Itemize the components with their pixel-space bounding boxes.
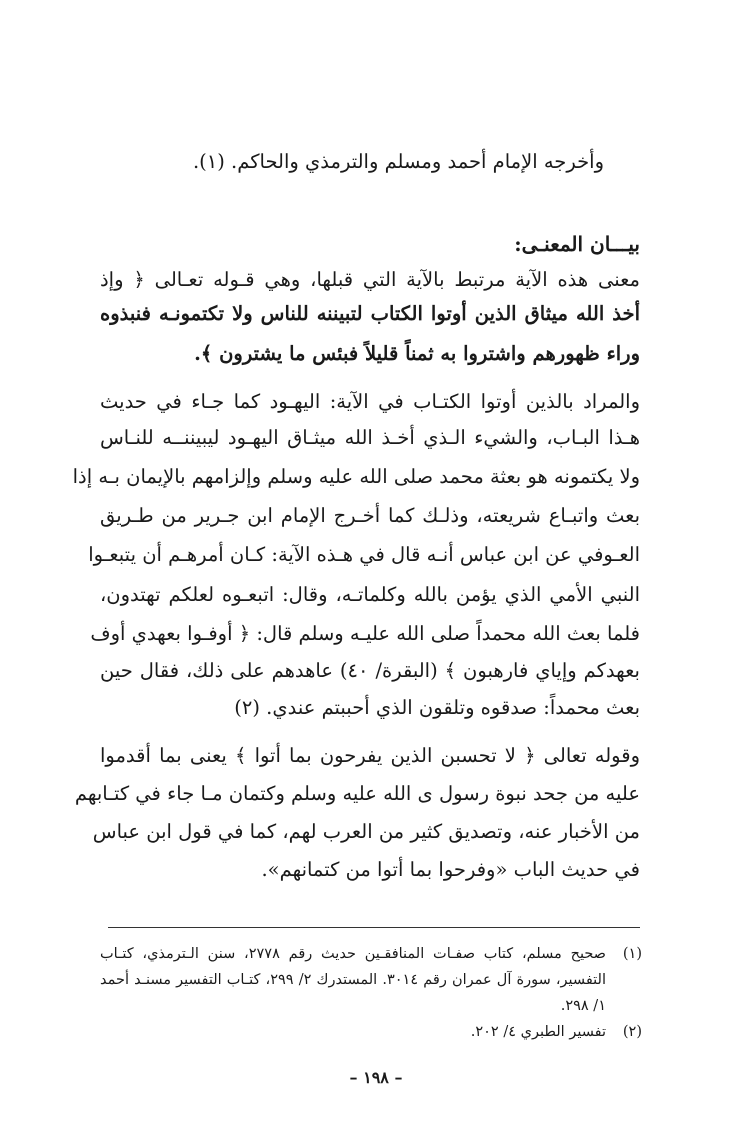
paragraph-line: أخذ الله ميثاق الذين أوتوا الكتاب لتبيننه للناس ولا تكتمونـه فنبذوه [100,302,640,325]
footnote-continuation [100,994,642,1018]
paragraph-line: هـذا البـاب، والشيء الـذي أخـذ الله ميثـاق اليهـود ليبيننــه للنـاس [100,426,640,449]
paragraph-line: والمراد بالذين أوتوا الكتـاب في الآية: اليهـود كما جـاء في حديث [100,390,640,413]
paragraph-line: ولا يكتمونه هو بعثة محمد صلى الله عليه وسلم وإلزامهم بالإيمان بـه إذا [72,465,640,488]
footnote-divider [108,927,640,928]
paragraph-line: النبي الأمي الذي يؤمن بالله وكلماتـه، وقال: اتبعـوه لعلكم تهتدون، [100,583,640,606]
paragraph-line: بعهدكم وإياي فارهبون ﴾ (البقرة/ ٤٠) عاهدهم على ذلك، فقال حين [100,659,640,682]
paragraph-line: وقوله تعالى ﴿ لا تحسبن الذين يفرحون بما أتوا ﴾ يعنى بما أقدموا [100,744,640,767]
paragraph-line: عليه من جحد نبوة رسول ى الله عليه وسلم وكتمان مـا جاء في كتـابهم [74,782,640,805]
footnote [100,1020,642,1044]
paragraph-line: في حديث الباب «وفرحوا بما أتوا من كتمانهم». [261,858,640,881]
paragraph-line: معنى هذه الآية مرتبط بالآية التي قبلها، وهي قـوله تعـالى ﴿ وإذ [100,268,640,291]
section-heading: بيـــان المعنـى: [514,232,640,256]
footnote-number: (٢) [622,1024,642,1040]
paragraph-line: العـوفي عن ابن عباس أنـه قال في هـذه الآية: كـان أمرهـم أن يتبعـوا [88,543,640,566]
footnote-line: ١/ ٢٩٨. [560,998,606,1014]
footnote-line: تفسير الطبري ٤/ ٢٠٢. [470,1024,606,1040]
intro-line: وأخرجه الإمام أحمد ومسلم والترمذي والحاكم. (١). [192,150,604,173]
footnote-number: (١) [622,946,642,962]
paragraph-line: فلما بعث الله محمداً صلى الله عليـه وسلم قال: ﴿ أوفـوا بعهدي أوف [90,622,640,645]
footnote-line: صحيح مسلم، كتاب صفـات المنافقـين حديث رقم ٢٧٧٨، سنن الـترمذي، كتـاب [100,946,606,962]
footnote-line: التفسير، سورة آل عمران رقم ٣٠١٤. المستدرك ٢/ ٢٩٩، كتـاب التفسير مسنـد أحمد [100,972,606,988]
paragraph-line: من الأخبار عنه، وتصديق كثير من العرب لهم، كما في قول ابن عباس [92,820,640,843]
footnote-continuation [100,968,642,992]
paragraph-line: بعث محمداً: صدقوه وتلقون الذي أحببتم عندي. (٢) [234,696,640,719]
footnote [100,942,642,966]
paragraph-line: بعث واتبـاع شريعته، وذلـك كما أخـرج الإمام ابن جـرير من طـريق [100,504,640,527]
page-number: – ١٩٨ – [349,1068,403,1087]
paragraph-line: وراء ظهورهم واشتروا به ثمناً قليلاً فبئس ما يشترون ﴾. [194,342,640,365]
